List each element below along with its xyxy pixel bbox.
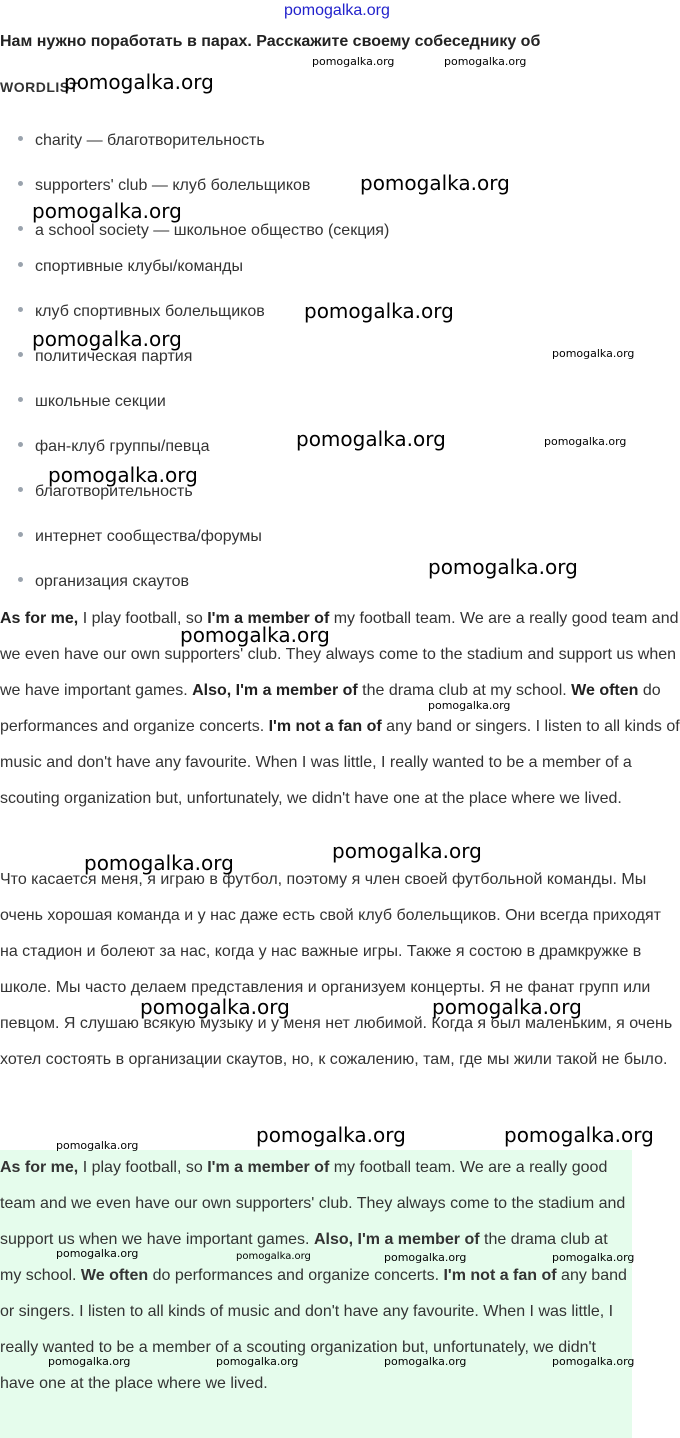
- watermark: pomogalka.org: [552, 1355, 635, 1368]
- watermark: pomogalka.org: [384, 1251, 467, 1264]
- watermark: pomogalka.org: [432, 995, 582, 1019]
- wordlist-label: WORDLIST: [0, 79, 79, 95]
- highlighted-english-block: [0, 1150, 635, 1438]
- list-item: клуб спортивных болельщиков: [18, 303, 265, 321]
- watermark: pomogalka.org: [256, 1123, 406, 1147]
- list-item: организация скаутов: [18, 573, 189, 591]
- watermark: pomogalka.org: [552, 347, 635, 360]
- watermark: pomogalka.org: [552, 1251, 635, 1264]
- watermark: pomogalka.org: [64, 70, 214, 94]
- watermark: pomogalka.org: [312, 55, 395, 68]
- watermark: pomogalka.org: [504, 1123, 654, 1147]
- list-item: фан-клуб группы/певца: [18, 438, 209, 456]
- list-item: интернет сообщества/форумы: [18, 528, 262, 546]
- watermark: pomogalka.org: [304, 299, 454, 323]
- bullet-icon: [18, 226, 23, 231]
- watermark: pomogalka.org: [32, 327, 182, 351]
- bullet-icon: [18, 181, 23, 186]
- bullet-icon: [18, 307, 23, 312]
- russian-paragraph: Что касается меня, я играю в футбол, поэтому я член своей футбольной команды. Мы очень хорошая команда и у нас даже есть свой клуб болельщиков. Они всегда приходят на стадион и болеют за нас, когда у нас важные игры. Также я состою в драмкружке в школе. Мы часто делаем представления и организуем концерты. Я не фанат групп или певцом. Я слушаю всякую музыку и у меня нет любимой. Когда я был маленьким, я очень хотел состоять в организации скаутов, но, к сожалению, там, где мы жили такой не было.: [0, 871, 673, 1068]
- bullet-icon: [18, 397, 23, 402]
- list-item: supporters' club — клуб болельщиков: [18, 177, 310, 195]
- list-item: a school society — школьное общество (секция): [18, 222, 389, 240]
- bullet-icon: [18, 487, 23, 492]
- watermark: pomogalka.org: [180, 623, 330, 647]
- watermark: pomogalka.org: [140, 995, 290, 1019]
- bullet-icon: [18, 442, 23, 447]
- watermark: pomogalka.org: [84, 851, 234, 875]
- watermark: pomogalka.org: [332, 839, 482, 863]
- list-item: charity — благотворительность: [18, 132, 265, 150]
- list-item: политическая партия: [18, 348, 192, 366]
- watermark: pomogalka.org: [56, 1139, 139, 1152]
- highlighted-english-paragraph: As for me, I play football, so I'm a member of my football team. We are a really good team and we even have our own supporters' club. They always come to the stadium and support us when we have important games. Also, I'm a member of the drama club at my school. We often do performances and organize concerts. I'm not a fan of any band or singers. I listen to all kinds of music and don't have any favourite. When I was little, I really wanted to be a member of a scouting organization but, unfortunately, we didn't have one at the place where we lived.: [0, 1159, 627, 1392]
- bullet-icon: [18, 262, 23, 267]
- watermark: pomogalka.org: [428, 699, 511, 712]
- site-link[interactable]: pomogalka.org: [284, 2, 390, 19]
- list-item: спортивные клубы/команды: [18, 258, 243, 276]
- watermark: pomogalka.org: [444, 55, 527, 68]
- watermark: pomogalka.org: [32, 199, 182, 223]
- list-item: школьные секции: [18, 393, 166, 411]
- bullet-icon: [18, 532, 23, 537]
- list-item: благотворительность: [18, 483, 193, 501]
- watermark: pomogalka.org: [544, 435, 627, 448]
- bullet-icon: [18, 352, 23, 357]
- watermark: pomogalka.org: [48, 463, 198, 487]
- watermark: pomogalka.org: [236, 1251, 311, 1262]
- watermark: pomogalka.org: [216, 1355, 299, 1368]
- watermark: pomogalka.org: [384, 1355, 467, 1368]
- watermark: pomogalka.org: [56, 1247, 139, 1260]
- watermark: pomogalka.org: [296, 427, 446, 451]
- bullet-icon: [18, 136, 23, 141]
- watermark: pomogalka.org: [48, 1355, 131, 1368]
- english-paragraph: As for me, I play football, so I'm a member of my football team. We are a really good team and we even have our own supporters' club. They always come to the stadium and support us when we have important games. Also, I'm a member of the drama club at my school. We often do performances and organize concerts. I'm not a fan of any band or singers. I listen to all kinds of music and don't have any favourite. When I was little, I really wanted to be a member of a scouting organization but, unfortunately, we didn't have one at the place where we lived.: [0, 610, 680, 807]
- watermark: pomogalka.org: [428, 555, 578, 579]
- bullet-icon: [18, 577, 23, 582]
- page-heading: Нам нужно поработать в парах. Расскажите своему собеседнику об: [0, 33, 541, 50]
- watermark: pomogalka.org: [360, 171, 510, 195]
